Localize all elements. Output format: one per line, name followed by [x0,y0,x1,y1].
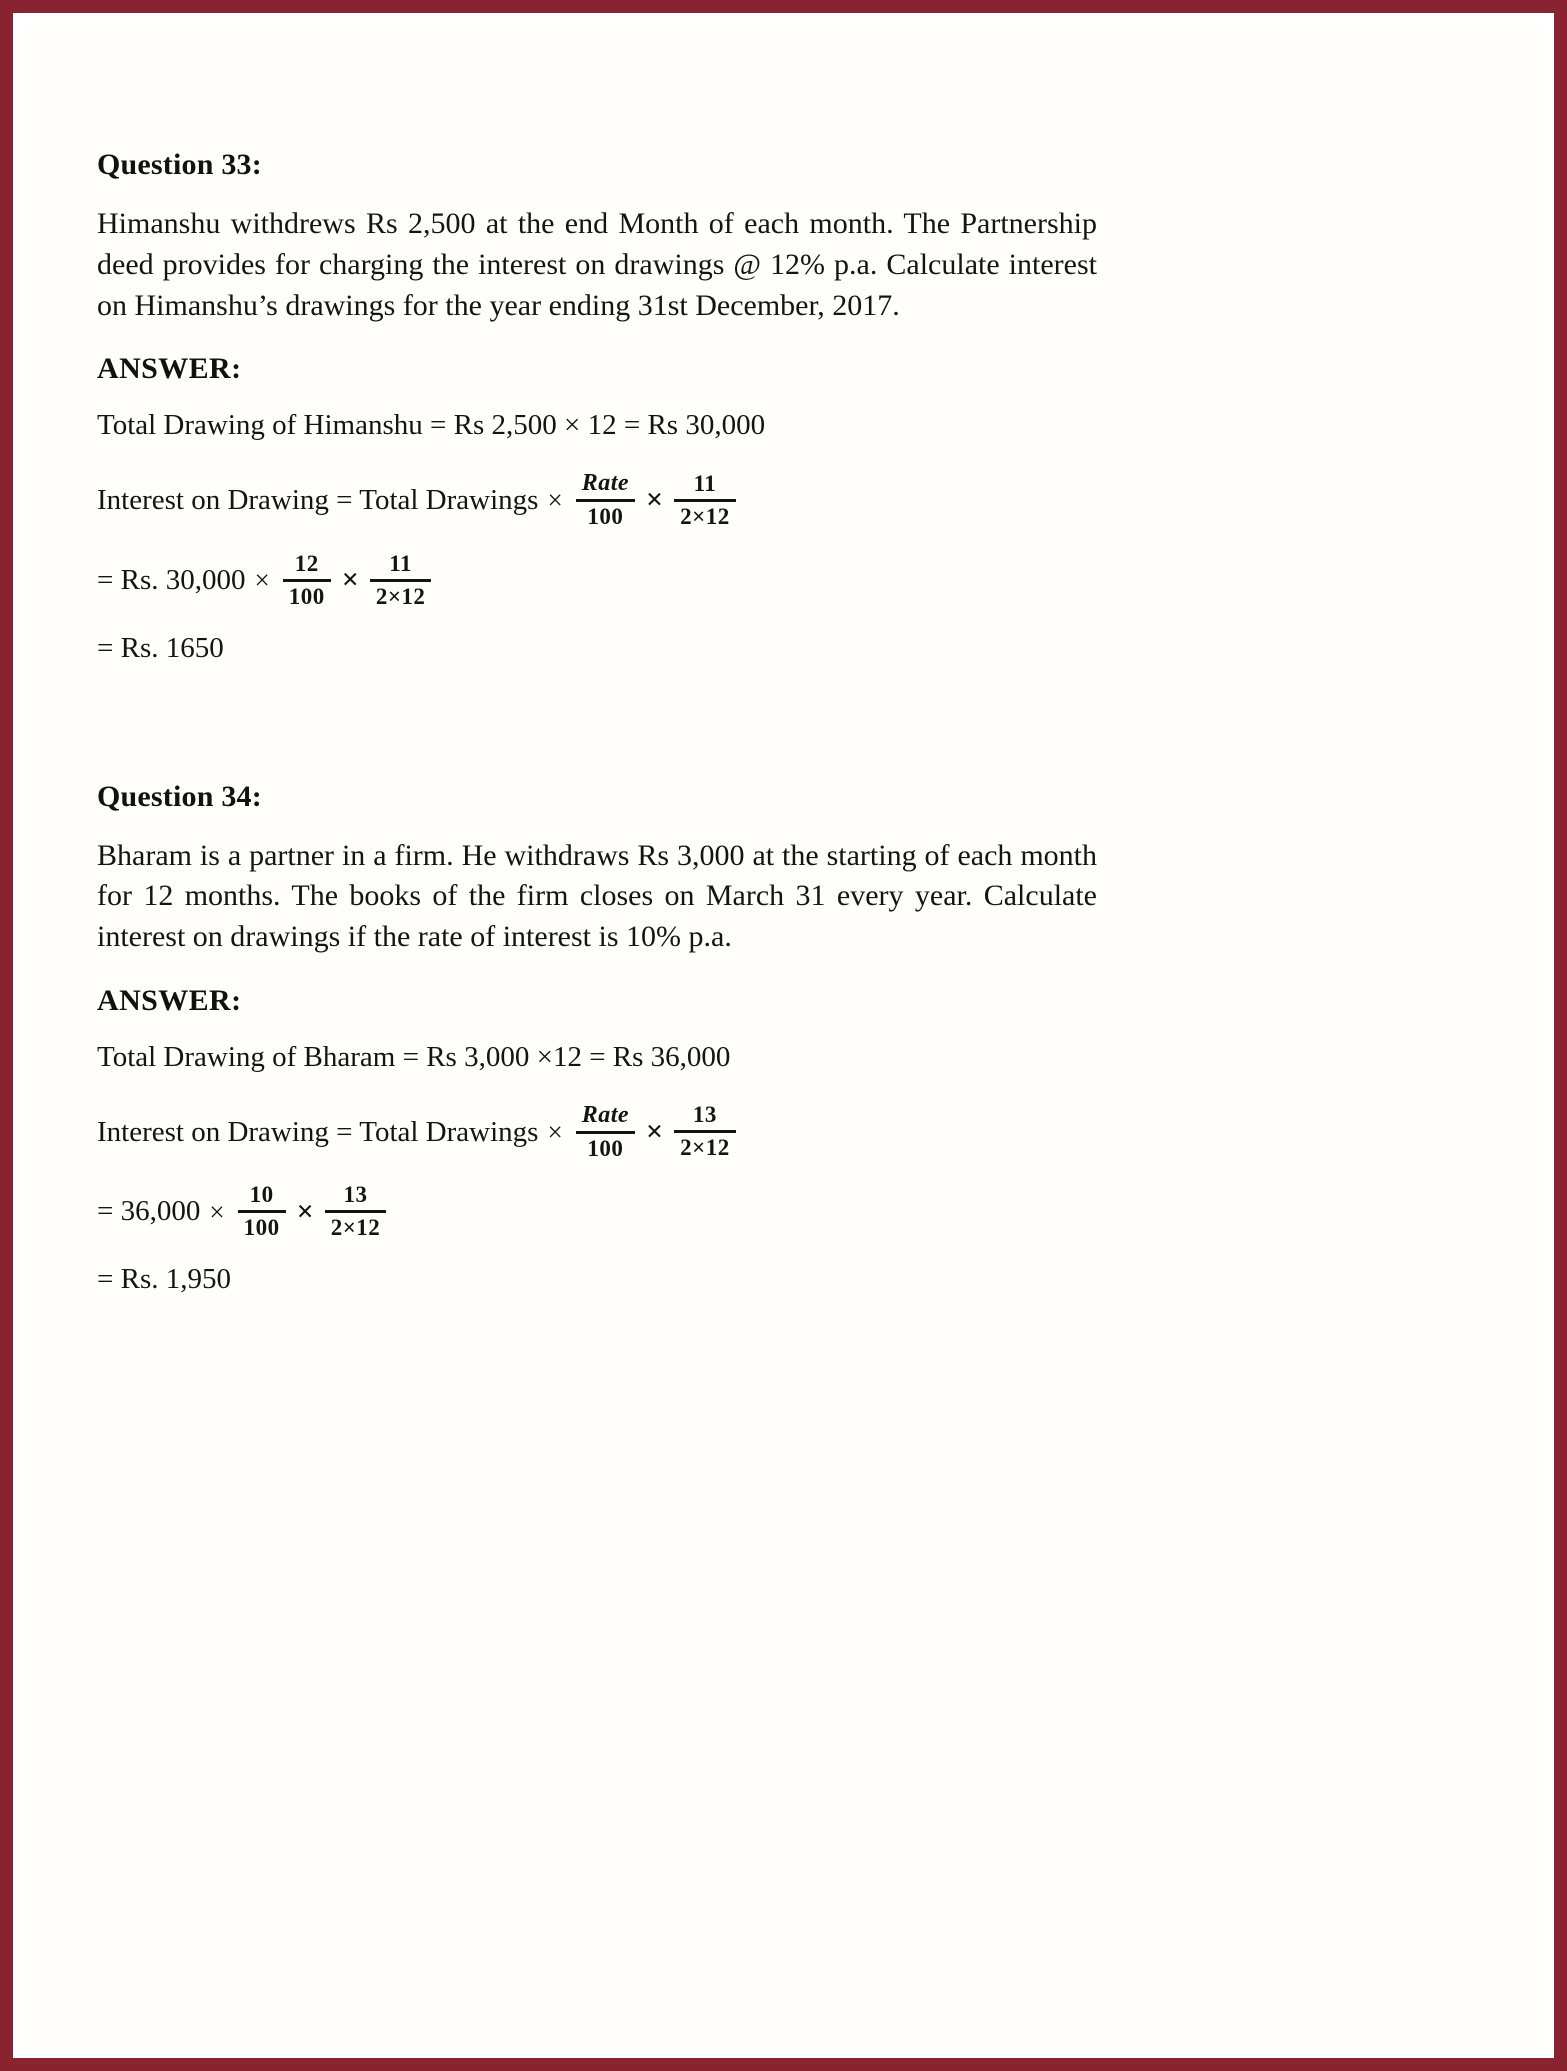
fraction-numerator: 11 [693,470,717,496]
multiply-operator: × [341,563,359,597]
equation-interest-formula-33 [97,471,1097,529]
question-body-34: Bharam is a partner in a firm. He withdraws Rs 3,000 at the starting of each month for 12 months. The books of the firm closes on March 31 every year. Calculate interest on drawings if the rate of interest is 10% p.a. [97,838,1097,954]
fraction-numerator: 13 [343,1182,368,1208]
multiply-operator: × [646,1114,664,1148]
fraction-denominator: 100 [243,1215,280,1241]
fraction-denominator: 2×12 [680,503,730,529]
fraction-10-over-100 [238,1183,286,1240]
multiply-operator: × [547,485,563,516]
fraction-12-over-100 [283,552,331,609]
equation-total-drawing-33 [97,408,1097,443]
fraction-numerator: 11 [389,550,412,576]
fraction-numerator: Rate [581,470,630,497]
fraction-numerator: Rate [581,1101,630,1128]
section-spacer [97,694,1097,780]
fraction-numerator: 10 [249,1182,274,1208]
document-content [97,148,1097,1325]
fraction-denominator: 100 [288,583,325,609]
question-heading-33: Question 33: [97,148,262,181]
fraction-rate-over-100 [576,1103,635,1161]
equation-result-34 [97,1262,1097,1297]
equation-calculation-33 [97,552,1097,609]
multiply-operator: × [296,1194,314,1228]
fraction-13-over-2x12 [325,1183,387,1240]
fraction-denominator: 2×12 [375,583,426,609]
answer-label-33: ANSWER: [97,352,242,386]
fraction-months-over-2x12 [674,472,736,529]
page-inner-border [10,10,1557,2061]
page-sheet [23,23,1544,2048]
equation-result-33 [97,631,1097,666]
equation-total-drawing-34 [97,1040,1097,1075]
fraction-numerator: 13 [692,1102,717,1128]
fraction-numerator: 12 [294,550,319,576]
equation-interest-formula-34 [97,1103,1097,1161]
fraction-rate-over-100 [576,471,635,529]
multiply-operator: × [209,1196,225,1227]
fraction-11-over-2x12 [370,552,432,609]
multiply-operator: × [254,564,270,595]
question-heading-34: Question 34: [97,779,262,813]
equation-text: = Rs. 1650 [97,631,224,664]
fraction-denominator: 100 [587,1135,624,1161]
equation-prefix: Interest on Drawing = Total Drawings [97,483,539,516]
equation-text: Total Drawing of Himanshu = Rs 2,500 × 12 = Rs 30,000 [97,409,766,442]
multiply-operator: × [646,483,664,517]
equation-prefix: = 36,000 [97,1195,201,1228]
equation-text: Total Drawing of Bharam = Rs 3,000 ×12 = Rs 36,000 [97,1040,731,1073]
equation-prefix: = Rs. 30,000 [97,563,246,596]
question-block-33 [97,148,1097,666]
equation-prefix: Interest on Drawing = Total Drawings [97,1115,539,1148]
answer-label-34: ANSWER: [97,983,242,1017]
fraction-months-over-2x12 [674,1103,736,1160]
question-block-34 [97,780,1097,1298]
multiply-operator: × [547,1116,563,1147]
fraction-denominator: 2×12 [680,1135,730,1161]
equation-text: = Rs. 1,950 [97,1263,231,1296]
question-body-33: Himanshu withdrews Rs 2,500 at the end Month of each month. The Partnership deed provides for charging the interest on drawings @ 12% p.a. Calculate interest on Himanshu’s drawings for the year ending 31st December, 2017. [97,207,1097,322]
equation-calculation-34 [97,1183,1097,1240]
fraction-denominator: 2×12 [330,1215,381,1241]
fraction-denominator: 100 [587,504,624,530]
